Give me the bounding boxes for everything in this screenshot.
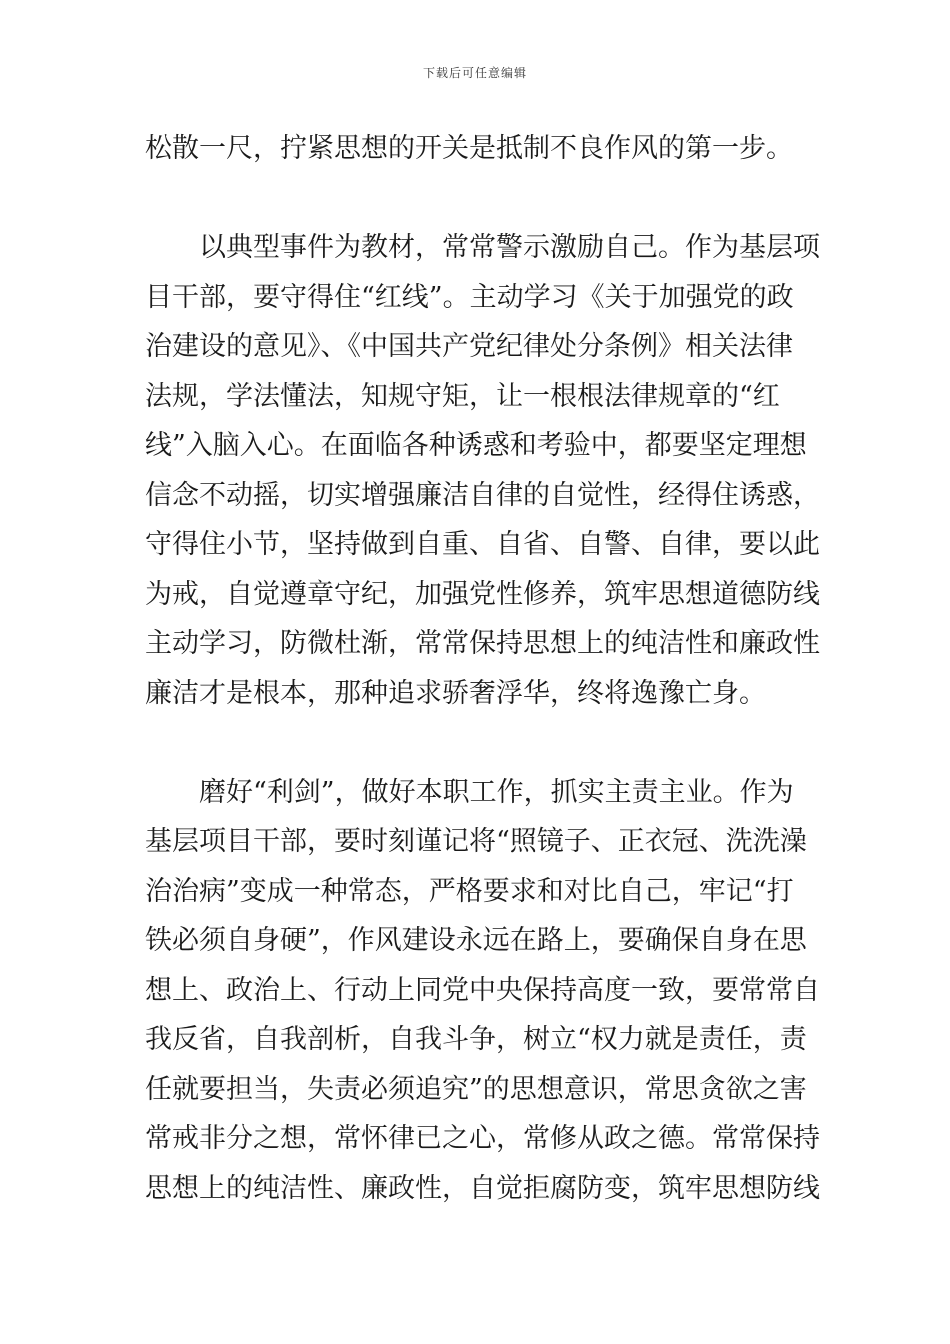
paragraph-line: 目干部，要守得住“红线”。主动学习《关于加强党的政 (145, 281, 794, 313)
document-body (145, 124, 820, 1213)
paragraph-line: 铁必须自身硬”，作风建设永远在路上，要确保自身在思 (145, 925, 807, 956)
paragraph-1 (145, 124, 810, 174)
paragraph-line: 为戒，自觉遵章守纪，加强党性修养，筑牢思想道德防线 (145, 578, 820, 610)
paragraph-line: 松散一尺，拧紧思想的开关是抵制不良作风的第一步。 (145, 133, 793, 164)
paragraph-gap (145, 718, 810, 768)
paragraph-2 (145, 223, 820, 718)
paragraph-line: 守得住小节，坚持做到自重、自省、自警、自律，要以此 (145, 529, 820, 560)
paragraph-line: 基层项目干部，要时刻谨记将“照镜子、正衣冠、洗洗澡 (145, 826, 807, 857)
paragraph-line: 常戒非分之想，常怀律已之心，常修从政之德。常常保持 (145, 1123, 820, 1154)
paragraph-line: 法规，学法懂法，知规守矩，让一根根法律规章的“红 (145, 380, 780, 412)
paragraph-line: 以典型事件为教材，常常警示激励自己。作为基层项 (199, 232, 820, 263)
paragraph-line: 任就要担当，失责必须追究”的思想意识，常思贪欲之害 (145, 1073, 807, 1105)
paragraph-line: 线”入脑入心。在面临各种诱惑和考验中，都要坚定理想 (145, 430, 807, 461)
paragraph-line: 治治病”变成一种常态，严格要求和对比自己，牢记“打 (145, 875, 794, 907)
paragraph-line: 治建设的意见》、《中国共产党纪律处分条例》相关法律 (145, 331, 793, 362)
paragraph-line: 思想上的纯洁性、廉政性，自觉拒腐防变，筑牢思想防线 (145, 1172, 820, 1204)
paragraph-line: 主动学习，防微杜渐，常常保持思想上的纯洁性和廉政性 (145, 628, 820, 659)
paragraph-line: 信念不动摇，切实增强廉洁自律的自觉性，经得住诱惑， (145, 479, 820, 511)
page-header: 下载后可任意编辑 (422, 66, 527, 80)
paragraph-gap (145, 174, 810, 224)
paragraph-line: 想上、政治上、行动上同党中央保持高度一致，要常常自 (145, 974, 820, 1006)
paragraph-line: 廉洁才是根本，那种追求骄奢浮华，终将逸豫亡身。 (145, 677, 766, 709)
paragraph-3 (145, 768, 820, 1214)
paragraph-line: 磨好“利剑”，做好本职工作，抓实主责主业。作为 (199, 776, 794, 808)
paragraph-line: 我反省，自我剖析，自我斗争，树立“权力就是责任，责 (145, 1024, 807, 1055)
